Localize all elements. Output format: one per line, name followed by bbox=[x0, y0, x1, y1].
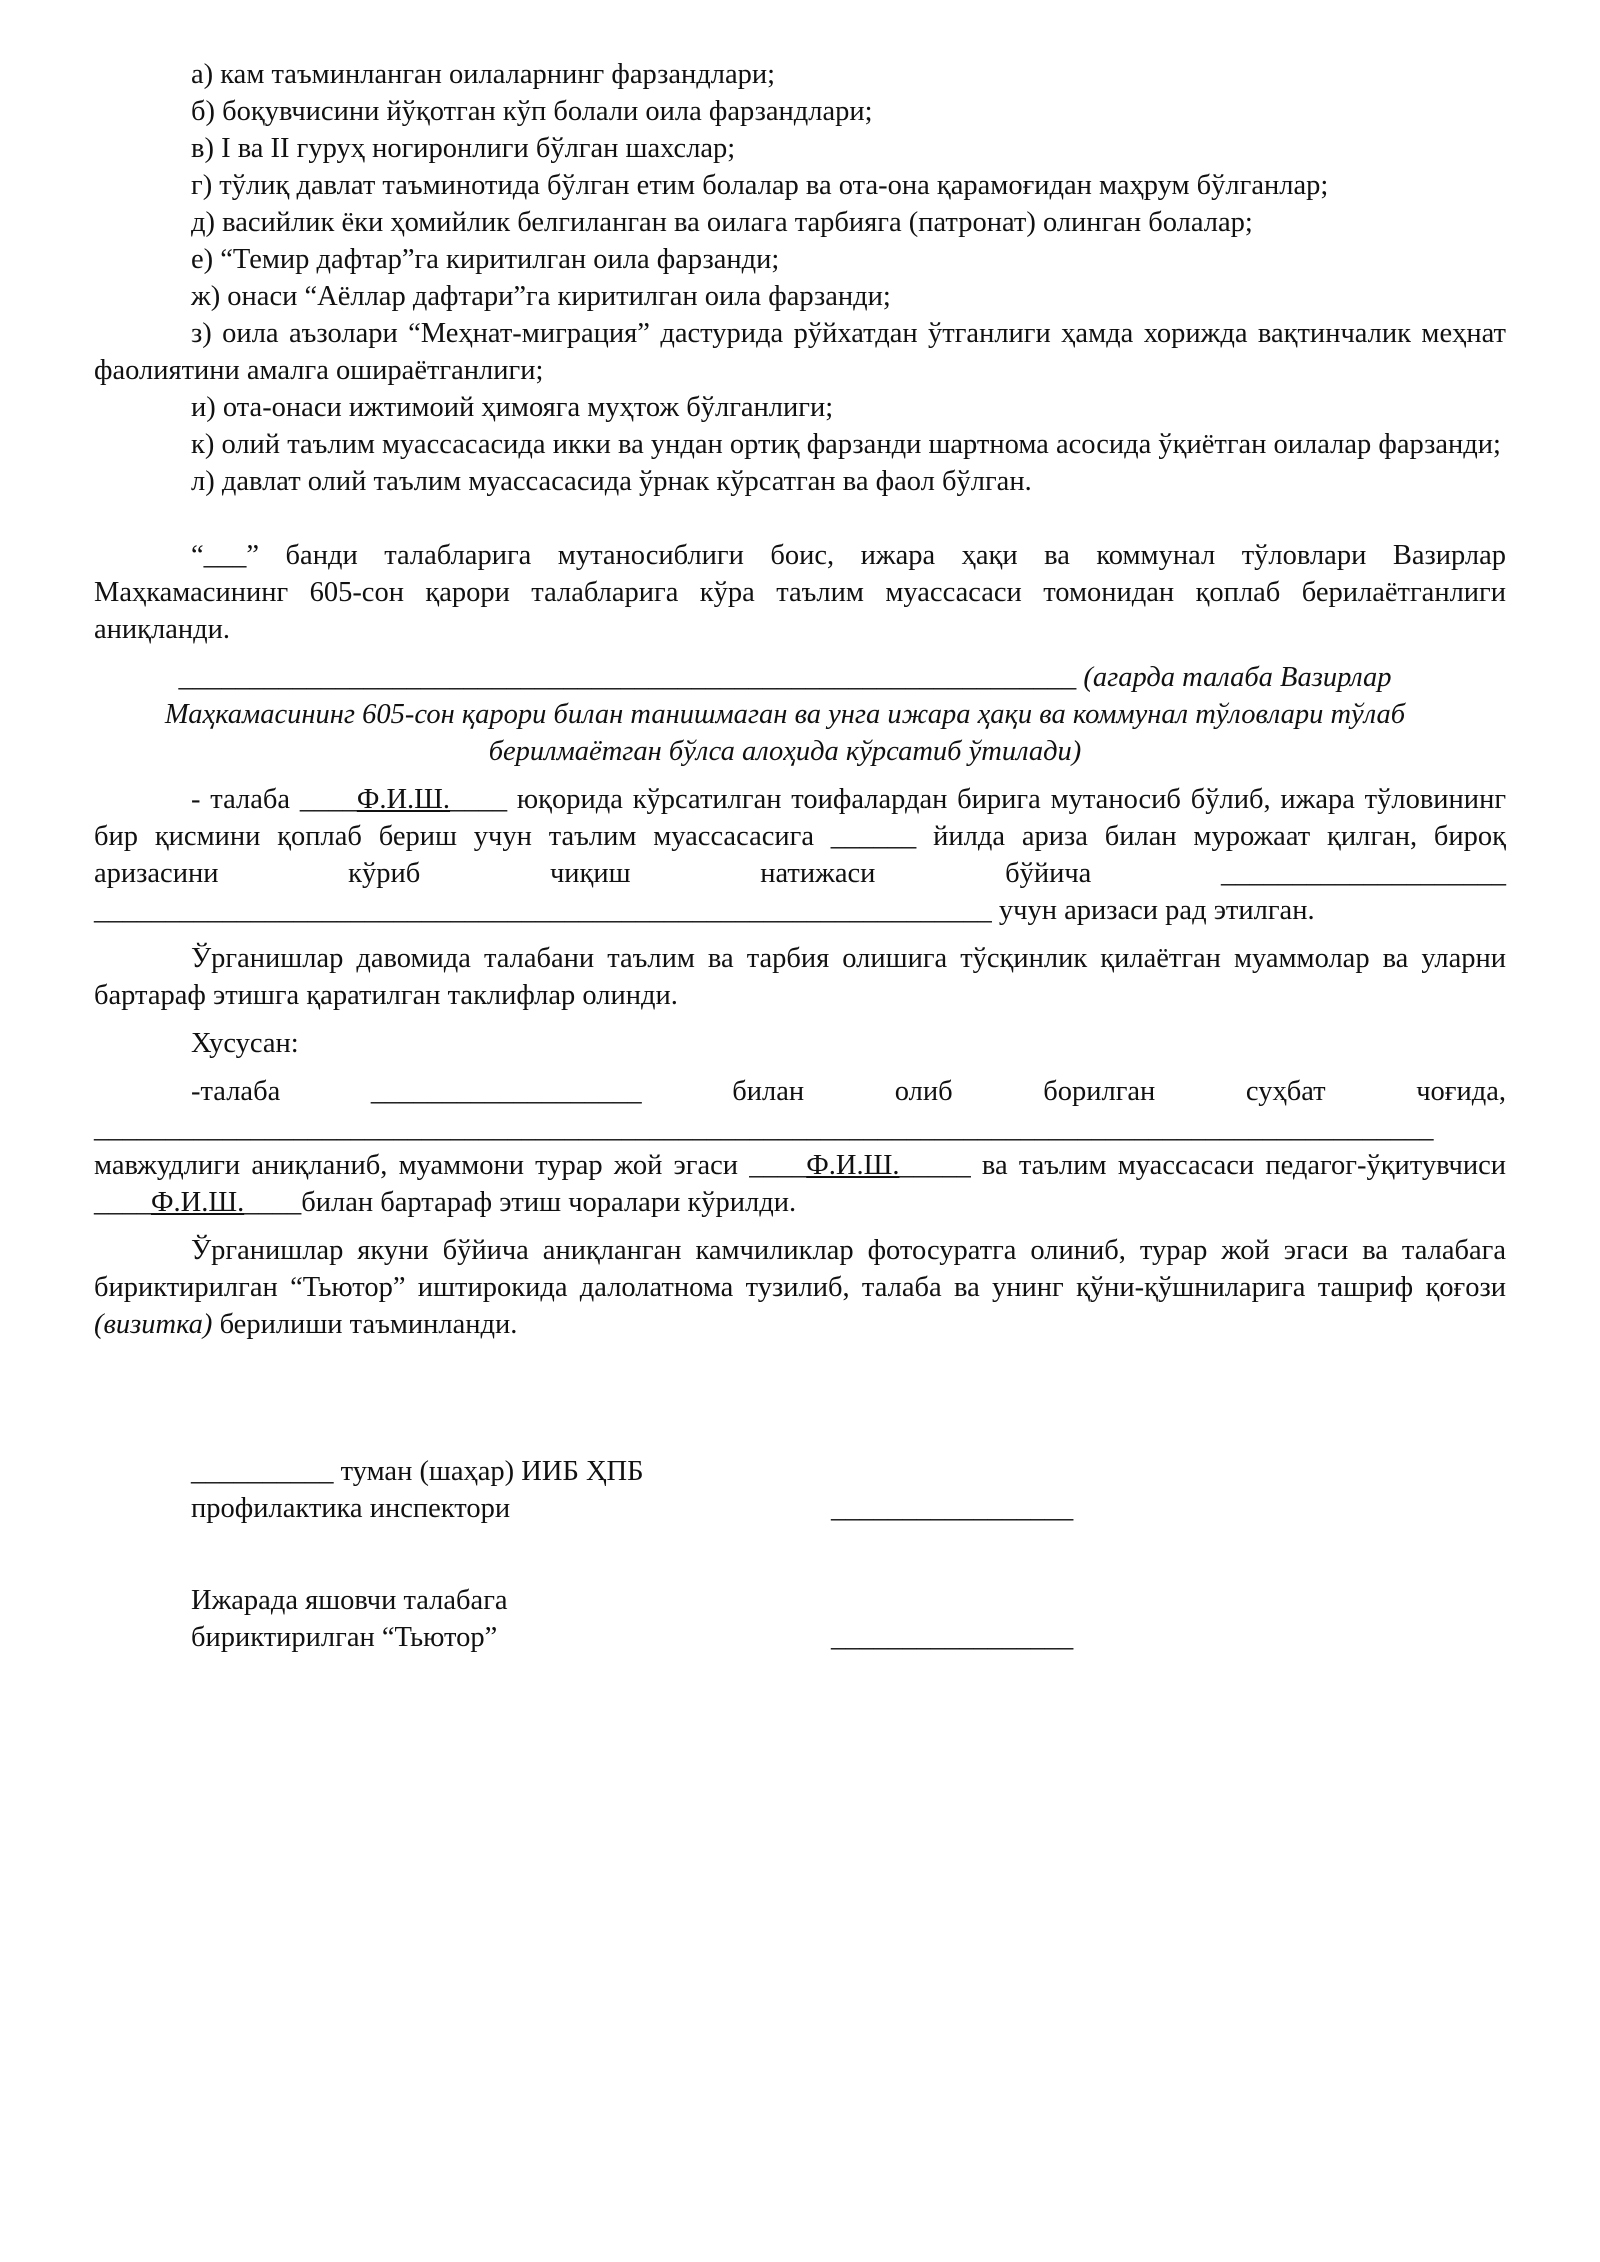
inspector-signature-line: _________________ bbox=[831, 1493, 1074, 1524]
khususan-label: Хусусан: bbox=[191, 1028, 299, 1059]
italic-note bbox=[94, 659, 1506, 770]
list-item-a: а) кам таъминланган оилаларнинг фарзандлари; bbox=[191, 59, 776, 90]
list-item-l: л) давлат олий таълим муассасасида ўрнак кўрсатган ва фаол бўлган. bbox=[191, 466, 1032, 497]
result-text-1: Ўрганишлар якуни бўйича аниқланган камчиликлар фотосуратга олиниб, турар жой эгаси ва талабага бириктирилган “Тьютор” иштирокида далолатнома тузилиб, талаба ва унинг қўни-қўшниларига ташриф қоғози bbox=[94, 1235, 1506, 1303]
list-item-k: к) олий таълим муассасасида икки ва ундан ортиқ фарзанди шартнома асосида ўқиётган оилалар фарзанди; bbox=[191, 429, 1501, 460]
paragraph-student bbox=[94, 781, 1506, 929]
inspector-signature-block bbox=[191, 1453, 1506, 1527]
paragraph-result bbox=[94, 1232, 1506, 1343]
paragraph-band: “___” банди талабларига мутаносиблиги боис, ижара ҳақи ва коммунал тўловлари Вазирлар Маҳкамасининг 605-сон қарори талабларига кўра таълим муассасаси томонидан қоплаб берилаётганлиги аниқланди. bbox=[94, 540, 1506, 645]
paragraph-talk bbox=[94, 1073, 1506, 1221]
talk-text-2: _____ ва таълим муассасаси педагог-ўқитувчиси ____ bbox=[94, 1150, 1506, 1218]
talk-text-1: -талаба ___________________ билан олиб борилган суҳбат чоғида, ______________________________________________________________________________________________ мавжудлиги аниқланиб, муаммони турар жой эгаси ____ bbox=[94, 1076, 1506, 1181]
paragraph-study: Ўрганишлар давомида талабани таълим ва тарбия олишига тўсқинлик қилаётган муаммолар ва уларни бартараф этишга қаратилган таклифлар олинди. bbox=[94, 943, 1506, 1011]
list-item-g: г) тўлиқ давлат таъминотида бўлган етим болалар ва ота-она қарамоғидан маҳрум бўлганлар; bbox=[191, 170, 1329, 201]
list-item-d: д) васийлик ёки ҳомийлик белгиланган ва оилага тарбияга (патронат) олинган болалар; bbox=[191, 207, 1253, 238]
list-item-zh: ж) онаси “Аёллар дафтари”га киритилган оила фарзанди; bbox=[191, 281, 891, 312]
inspector-title-line2: профилактика инспектори bbox=[191, 1493, 511, 1524]
tutor-title-line1: Ижарада яшовчи талабага bbox=[191, 1585, 508, 1616]
tutor-title-line2: бириктирилган “Тьютор” bbox=[191, 1622, 498, 1653]
tutor-signature-line: _________________ bbox=[831, 1622, 1074, 1653]
note-blank-line: _______________________________________________________________ bbox=[178, 662, 1077, 693]
list-item-i: и) ота-онаси ижтимоий ҳимояга муҳтож бўлганлиги; bbox=[191, 392, 834, 423]
signature-section bbox=[94, 1453, 1506, 1656]
inspector-title-line1: __________ туман (шаҳар) ИИБ ҲПБ bbox=[191, 1456, 644, 1487]
vizitka-text: (визитка) bbox=[94, 1309, 213, 1340]
student-text-1: - талаба ____ bbox=[191, 784, 357, 815]
list-item-z: з) оила аъзолари “Меҳнат-миграция” дастурида рўйхатдан ўтганлиги ҳамда хорижда вақтинчалик меҳнат фаолиятини амалга ошираётганлиги; bbox=[94, 318, 1506, 386]
tutor-signature-block bbox=[191, 1582, 1506, 1656]
owner-fish-field: Ф.И.Ш. bbox=[806, 1150, 900, 1181]
teacher-fish-field: Ф.И.Ш. bbox=[151, 1187, 245, 1218]
student-fish-field: Ф.И.Ш. bbox=[356, 784, 451, 815]
talk-text-3: ____билан бартараф этиш чоралари кўрилди. bbox=[244, 1187, 797, 1218]
note-text: (агарда талаба Вазирлар Маҳкамасининг 605-сон қарори билан танишмаган ва унга ижара ҳақи ва коммунал тўловлари тўлаб берилмаётган бўлса алоҳида кўрсатиб ўтилади) bbox=[164, 662, 1406, 767]
list-item-v: в) I ва II гуруҳ ногиронлиги бўлган шахслар; bbox=[191, 133, 736, 164]
result-text-2: берилиши таъминланди. bbox=[212, 1309, 518, 1340]
list-item-b: б) боқувчисини йўқотган кўп болали оила фарзандлари; bbox=[191, 96, 873, 127]
student-text-2: ____ юқорида кўрсатилган тоифалардан бирига мутаносиб бўлиб, ижара тўловининг бир қисмини қоплаб бериш учун таълим муассасасига ______ йилда ариза билан мурожаат қилган, бироқ аризасини кўриб чиқиш натижаси бўйича ____________________ _______________________________________________________________ учун аризаси рад этилган. bbox=[94, 784, 1507, 926]
list-item-e: е) “Темир дафтар”га киритилган оила фарзанди; bbox=[191, 244, 780, 275]
